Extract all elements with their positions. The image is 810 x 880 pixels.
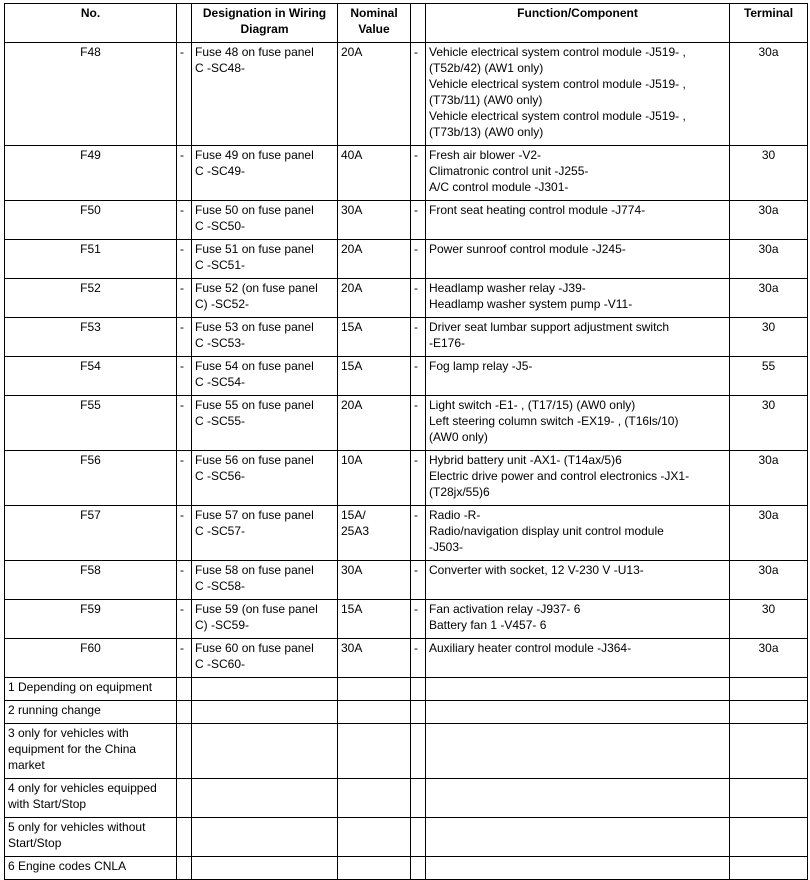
dash-cell: -	[411, 600, 426, 639]
terminal-cell: 30	[730, 396, 808, 451]
table-row	[5, 146, 808, 201]
col-header-no: No.	[5, 4, 177, 43]
dash-cell: -	[411, 146, 426, 201]
terminal-cell: 30	[730, 318, 808, 357]
function-cell: Radio -R- Radio/navigation display unit control module -J503-	[426, 506, 730, 561]
nominal-cell: 40A	[338, 146, 411, 201]
fuse-number: F54	[5, 357, 177, 396]
footnote-row	[5, 701, 808, 724]
dash-cell: -	[177, 318, 192, 357]
designation-cell: Fuse 60 on fuse panel C -SC60-	[192, 639, 338, 678]
terminal-cell: 30a	[730, 639, 808, 678]
footnote: 4 only for vehicles equipped with Start/Stop	[5, 779, 177, 818]
designation-cell: Fuse 48 on fuse panel C -SC48-	[192, 43, 338, 146]
fuse-number: F51	[5, 240, 177, 279]
dash-cell: -	[411, 279, 426, 318]
fuse-number: F58	[5, 561, 177, 600]
dash-cell: -	[177, 451, 192, 506]
footnote: 1 Depending on equipment	[5, 678, 177, 701]
terminal-cell: 30a	[730, 240, 808, 279]
footnote-row	[5, 678, 808, 701]
designation-cell: Fuse 57 on fuse panel C -SC57-	[192, 506, 338, 561]
terminal-cell: 30a	[730, 561, 808, 600]
footnote-row	[5, 724, 808, 779]
table-row	[5, 357, 808, 396]
footnote: 5 only for vehicles without Start/Stop	[5, 818, 177, 857]
dash-cell: -	[177, 561, 192, 600]
terminal-cell: 30	[730, 600, 808, 639]
dash-cell: -	[411, 639, 426, 678]
col-header-terminal: Terminal	[730, 4, 808, 43]
dash-cell: -	[411, 506, 426, 561]
fuse-number: F60	[5, 639, 177, 678]
nominal-cell: 30A	[338, 201, 411, 240]
fuse-number: F59	[5, 600, 177, 639]
fuse-number: F52	[5, 279, 177, 318]
table-row	[5, 318, 808, 357]
footnote-row	[5, 818, 808, 857]
nominal-cell: 15A	[338, 600, 411, 639]
terminal-cell: 30	[730, 146, 808, 201]
dash-cell: -	[177, 639, 192, 678]
nominal-cell: 20A	[338, 396, 411, 451]
footnote-row	[5, 857, 808, 880]
designation-cell: Fuse 54 on fuse panel C -SC54-	[192, 357, 338, 396]
nominal-cell: 10A	[338, 451, 411, 506]
footnote: 6 Engine codes CNLA	[5, 857, 177, 880]
col-header-nominal: Nominal Value	[338, 4, 411, 43]
dash-cell: -	[177, 201, 192, 240]
terminal-cell: 55	[730, 357, 808, 396]
fuse-number: F55	[5, 396, 177, 451]
dash-cell: -	[177, 396, 192, 451]
col-header-spacer-2	[411, 4, 426, 43]
dash-cell: -	[177, 240, 192, 279]
fuse-number: F57	[5, 506, 177, 561]
function-cell: Power sunroof control module -J245-	[426, 240, 730, 279]
function-cell: Light switch -E1- , (T17/15) (AW0 only) Left steering column switch -EX19- , (T16ls/10) (AW0 only)	[426, 396, 730, 451]
function-cell: Fresh air blower -V2- Climatronic control unit -J255- A/C control module -J301-	[426, 146, 730, 201]
terminal-cell: 30a	[730, 506, 808, 561]
footnote-row	[5, 779, 808, 818]
nominal-cell: 20A	[338, 240, 411, 279]
dash-cell: -	[177, 279, 192, 318]
nominal-cell: 20A	[338, 43, 411, 146]
nominal-cell: 20A	[338, 279, 411, 318]
nominal-cell: 30A	[338, 639, 411, 678]
designation-cell: Fuse 51 on fuse panel C -SC51-	[192, 240, 338, 279]
terminal-cell: 30a	[730, 451, 808, 506]
table-row	[5, 600, 808, 639]
table-row	[5, 43, 808, 146]
table-row	[5, 506, 808, 561]
designation-cell: Fuse 49 on fuse panel C -SC49-	[192, 146, 338, 201]
function-cell: Fog lamp relay -J5-	[426, 357, 730, 396]
terminal-cell: 30a	[730, 201, 808, 240]
table-row	[5, 396, 808, 451]
function-cell: Front seat heating control module -J774-	[426, 201, 730, 240]
designation-cell: Fuse 59 (on fuse panel C) -SC59-	[192, 600, 338, 639]
dash-cell: -	[177, 357, 192, 396]
nominal-cell: 15A	[338, 318, 411, 357]
dash-cell: -	[411, 357, 426, 396]
col-header-function: Function/Component	[426, 4, 730, 43]
table-row	[5, 201, 808, 240]
designation-cell: Fuse 55 on fuse panel C -SC55-	[192, 396, 338, 451]
dash-cell: -	[177, 600, 192, 639]
dash-cell: -	[411, 43, 426, 146]
fuse-number: F53	[5, 318, 177, 357]
dash-cell: -	[411, 561, 426, 600]
function-cell: Converter with socket, 12 V-230 V -U13-	[426, 561, 730, 600]
function-cell: Fan activation relay -J937- 6 Battery fan 1 -V457- 6	[426, 600, 730, 639]
designation-cell: Fuse 50 on fuse panel C -SC50-	[192, 201, 338, 240]
function-cell: Driver seat lumbar support adjustment switch -E176-	[426, 318, 730, 357]
nominal-cell: 15A/ 25A3	[338, 506, 411, 561]
function-cell: Auxiliary heater control module -J364-	[426, 639, 730, 678]
dash-cell: -	[411, 451, 426, 506]
function-cell: Hybrid battery unit -AX1- (T14ax/5)6 Electric drive power and control electronics -JX1- (T28jx/55)6	[426, 451, 730, 506]
designation-cell: Fuse 58 on fuse panel C -SC58-	[192, 561, 338, 600]
fuse-table	[4, 3, 808, 880]
fuse-number: F56	[5, 451, 177, 506]
col-header-spacer-1	[177, 4, 192, 43]
dash-cell: -	[177, 506, 192, 561]
dash-cell: -	[411, 396, 426, 451]
nominal-cell: 30A	[338, 561, 411, 600]
designation-cell: Fuse 56 on fuse panel C -SC56-	[192, 451, 338, 506]
dash-cell: -	[177, 146, 192, 201]
dash-cell: -	[411, 201, 426, 240]
table-row	[5, 451, 808, 506]
table-row	[5, 561, 808, 600]
fuse-number: F49	[5, 146, 177, 201]
col-header-designation: Designation in Wiring Diagram	[192, 4, 338, 43]
nominal-cell: 15A	[338, 357, 411, 396]
designation-cell: Fuse 52 (on fuse panel C) -SC52-	[192, 279, 338, 318]
fuse-number: F48	[5, 43, 177, 146]
table-row	[5, 639, 808, 678]
dash-cell: -	[411, 318, 426, 357]
table-row	[5, 240, 808, 279]
footnote: 2 running change	[5, 701, 177, 724]
function-cell: Vehicle electrical system control module -J519- , (T52b/42) (AW1 only) Vehicle electrical system control module -J519- , (T73b/11) (AW0 only) Vehicle electrical system control module -J519- , (T73b/13) (AW0 only)	[426, 43, 730, 146]
designation-cell: Fuse 53 on fuse panel C -SC53-	[192, 318, 338, 357]
table-row	[5, 279, 808, 318]
fuse-number: F50	[5, 201, 177, 240]
dash-cell: -	[177, 43, 192, 146]
function-cell: Headlamp washer relay -J39- Headlamp washer system pump -V11-	[426, 279, 730, 318]
footnote: 3 only for vehicles with equipment for the China market	[5, 724, 177, 779]
terminal-cell: 30a	[730, 279, 808, 318]
terminal-cell: 30a	[730, 43, 808, 146]
header-row	[5, 4, 808, 43]
dash-cell: -	[411, 240, 426, 279]
